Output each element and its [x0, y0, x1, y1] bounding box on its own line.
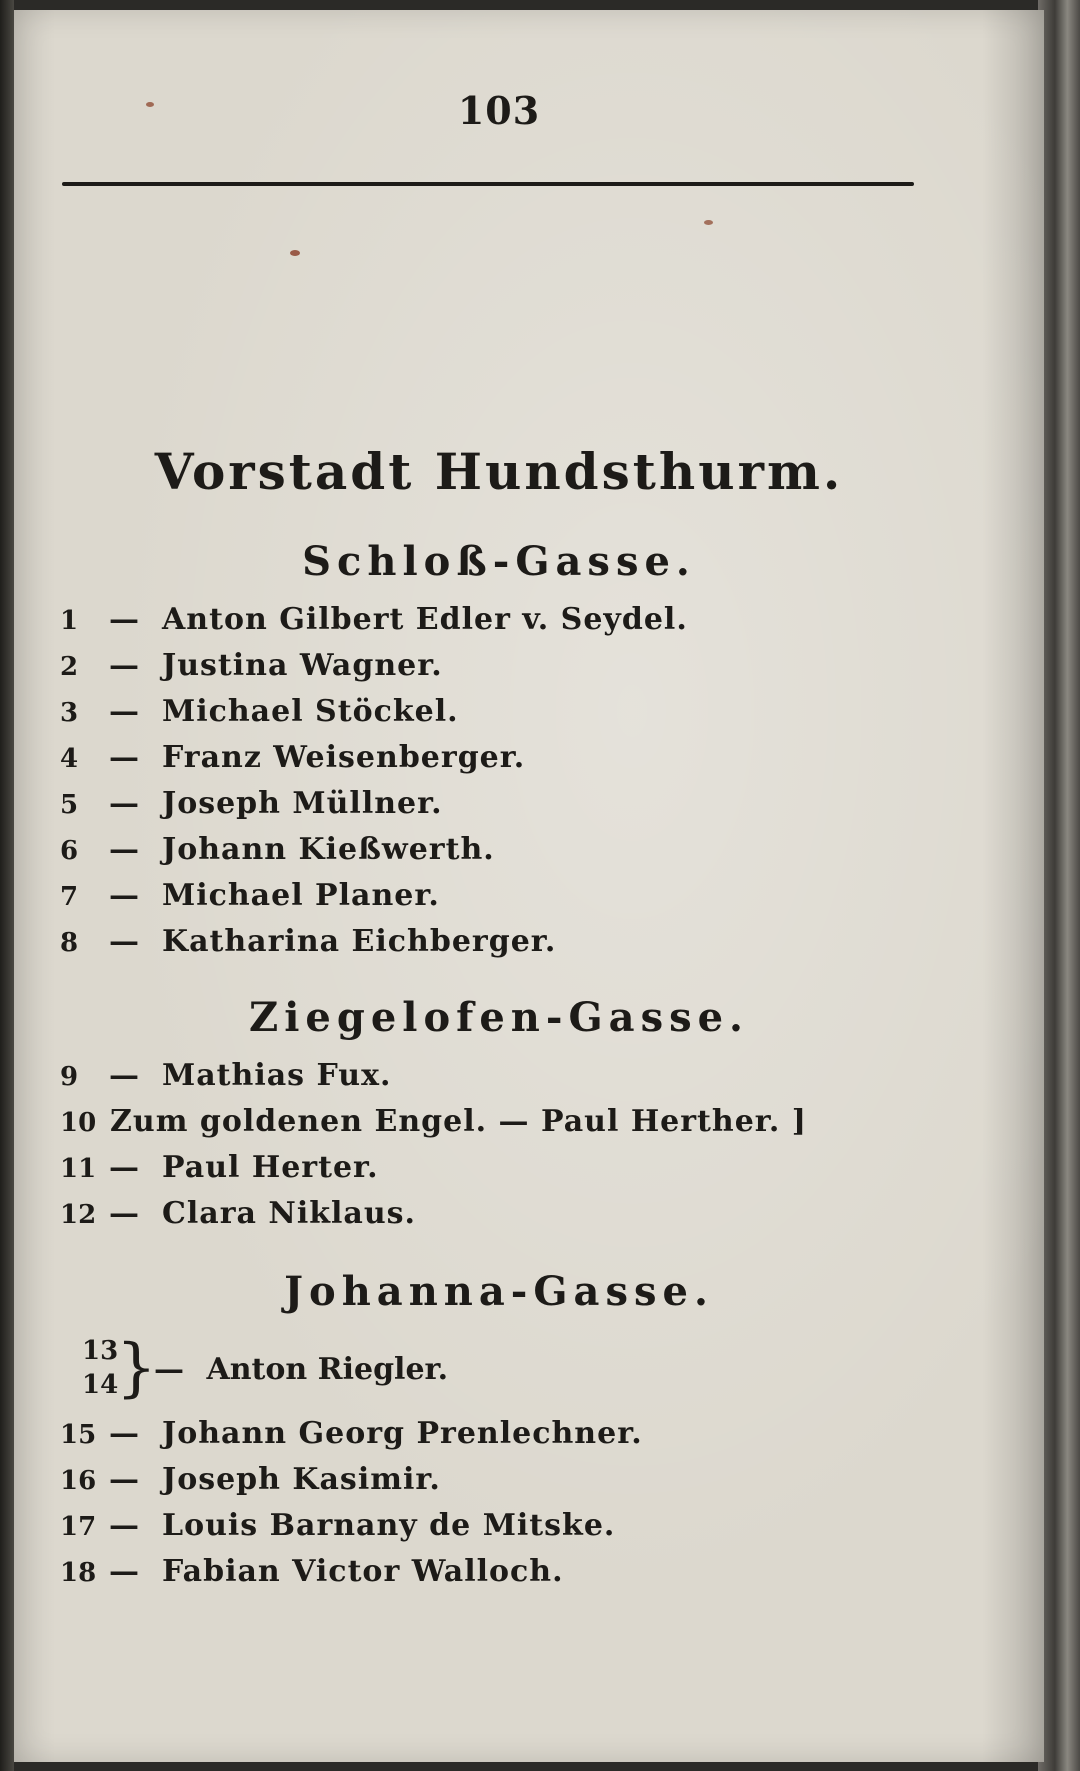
street-heading-johanna-gasse: Johanna-Gasse. [284, 1268, 714, 1315]
district-heading: Vorstadt Hundsthurm. [154, 442, 844, 501]
resident-name: Clara Niklaus. [162, 1196, 416, 1231]
house-number: 16 [60, 1466, 97, 1496]
book-page [14, 10, 1044, 1762]
resident-name: Anton Riegler. [206, 1352, 449, 1387]
list-item [60, 648, 443, 690]
list-item [60, 694, 459, 736]
list-item [60, 786, 443, 828]
resident-name: Michael Planer. [162, 878, 440, 913]
house-numbers [82, 1334, 118, 1402]
house-number: 2 [60, 652, 79, 682]
list-item [60, 1508, 615, 1550]
dash: — [109, 1554, 139, 1589]
resident-name: Joseph Kasimir. [162, 1462, 441, 1497]
curly-brace: } [116, 1331, 157, 1405]
house-number: 8 [60, 928, 79, 958]
list-item [60, 1104, 807, 1146]
list-item [60, 602, 688, 644]
resident-name: Michael Stöckel. [162, 694, 459, 729]
resident-name: Louis Barnany de Mitske. [162, 1508, 616, 1543]
house-number: 9 [60, 1062, 79, 1092]
house-number: 1 [60, 606, 79, 636]
dash: — [109, 602, 139, 637]
resident-name: Zum goldenen Engel. — Paul Herther. ] [110, 1104, 807, 1139]
list-item [60, 1058, 391, 1100]
dash: — [109, 740, 139, 775]
house-number: 6 [60, 836, 79, 866]
dash: — [109, 924, 139, 959]
paper-stain [290, 250, 300, 256]
resident-name: Anton Gilbert Edler v. Seydel. [162, 602, 688, 637]
dash: — [109, 1058, 139, 1093]
dash: — [109, 694, 139, 729]
list-item [60, 1462, 441, 1504]
dash: — [109, 1196, 139, 1231]
dash: — [109, 878, 139, 913]
list-item [60, 1554, 564, 1596]
resident-name: Mathias Fux. [162, 1058, 392, 1093]
list-item [60, 740, 525, 782]
resident-name: Joseph Müllner. [162, 786, 443, 821]
house-number: 14 [82, 1370, 119, 1400]
street-heading-schloss-gasse: Schloß-Gasse. [302, 538, 696, 585]
list-item [60, 1196, 416, 1238]
house-number: 17 [60, 1512, 97, 1542]
resident-entry [154, 1352, 448, 1387]
dash: — [109, 1462, 139, 1497]
resident-name: Paul Herter. [162, 1150, 379, 1185]
resident-name: Justina Wagner. [162, 648, 443, 683]
house-number: 4 [60, 744, 79, 774]
house-number: 3 [60, 698, 79, 728]
list-item [60, 878, 440, 920]
dash: — [154, 1352, 184, 1387]
house-number: 15 [60, 1420, 97, 1450]
resident-name: Katharina Eichberger. [162, 924, 557, 959]
dash: — [109, 648, 139, 683]
street-heading-ziegelofen-gasse: Ziegelofen-Gasse. [249, 994, 749, 1041]
book-binding-edge [0, 0, 14, 1771]
house-number: 7 [60, 882, 79, 912]
page-number: 103 [457, 88, 541, 133]
resident-name: Johann Georg Prenlechner. [162, 1416, 643, 1451]
resident-name: Johann Kießwerth. [162, 832, 495, 867]
house-number: 10 [60, 1108, 97, 1138]
list-item [60, 832, 495, 874]
dash: — [109, 786, 139, 821]
dash: — [109, 1416, 139, 1451]
header-rule [62, 182, 914, 186]
resident-name: Franz Weisenberger. [162, 740, 526, 775]
list-item [60, 1150, 379, 1192]
house-number: 13 [82, 1336, 119, 1366]
list-item [60, 1416, 643, 1458]
dash: — [109, 832, 139, 867]
house-number: 11 [60, 1154, 97, 1184]
list-item [60, 924, 556, 966]
dash: — [109, 1150, 139, 1185]
house-number: 5 [60, 790, 79, 820]
resident-name: Fabian Victor Walloch. [162, 1554, 564, 1589]
book-page-edges [1038, 0, 1080, 1771]
paper-stain [704, 220, 713, 225]
house-number: 18 [60, 1558, 97, 1588]
dash: — [109, 1508, 139, 1543]
house-number: 12 [60, 1200, 97, 1230]
